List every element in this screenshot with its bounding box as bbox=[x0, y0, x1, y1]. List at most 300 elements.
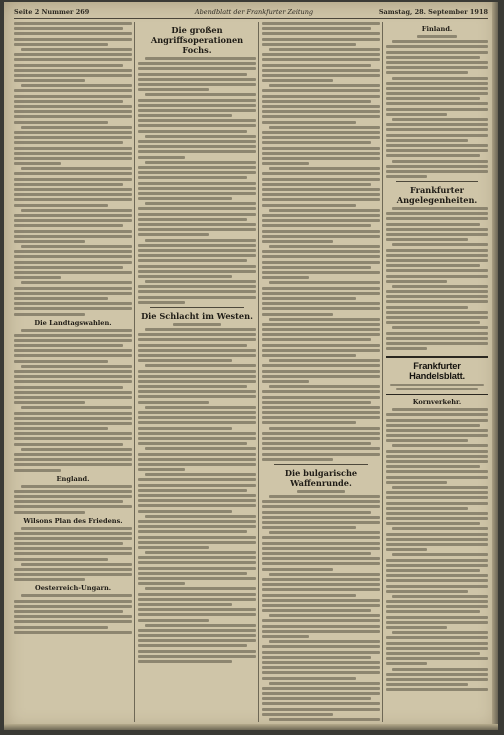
text-line bbox=[392, 326, 488, 329]
text-line bbox=[14, 437, 132, 440]
text-line bbox=[138, 499, 256, 502]
text-line bbox=[21, 563, 132, 566]
text-line bbox=[21, 281, 132, 284]
text-line bbox=[14, 235, 132, 238]
text-line bbox=[262, 578, 380, 581]
text-line bbox=[386, 502, 488, 505]
text-line bbox=[14, 422, 132, 425]
text-line bbox=[262, 333, 380, 336]
text-line bbox=[386, 491, 488, 494]
text-line bbox=[392, 243, 488, 246]
text-line bbox=[262, 453, 380, 456]
text-line bbox=[14, 157, 132, 160]
text-line bbox=[262, 401, 371, 404]
text-line bbox=[262, 458, 333, 461]
text-line bbox=[145, 551, 256, 554]
text-line bbox=[14, 339, 132, 342]
text-line bbox=[14, 110, 132, 113]
text-line bbox=[14, 396, 132, 399]
text-line bbox=[14, 578, 85, 581]
text-line bbox=[138, 411, 256, 414]
text-line bbox=[262, 141, 371, 144]
text-line bbox=[386, 647, 488, 650]
text-line bbox=[14, 22, 132, 25]
text-line bbox=[262, 287, 380, 290]
text-line bbox=[262, 542, 380, 545]
text-line bbox=[269, 245, 380, 248]
text-line bbox=[262, 354, 356, 357]
text-line bbox=[138, 99, 256, 102]
text-line bbox=[14, 204, 108, 207]
text-line bbox=[262, 656, 371, 659]
text-line bbox=[386, 533, 488, 536]
text-line bbox=[392, 631, 488, 634]
text-line bbox=[14, 360, 108, 363]
text-line bbox=[262, 188, 380, 191]
text-line bbox=[297, 490, 344, 493]
text-line bbox=[269, 281, 380, 284]
text-line bbox=[14, 500, 123, 503]
text-line bbox=[262, 390, 380, 393]
text-line bbox=[262, 375, 380, 378]
text-line bbox=[138, 249, 256, 252]
text-line bbox=[386, 233, 488, 236]
text-line bbox=[138, 333, 256, 336]
text-line bbox=[138, 344, 247, 347]
text-line bbox=[138, 124, 256, 127]
text-line bbox=[386, 61, 488, 64]
text-line bbox=[138, 385, 247, 388]
text-line bbox=[138, 145, 256, 148]
text-line bbox=[386, 154, 480, 157]
column-1 bbox=[14, 22, 132, 722]
text-line bbox=[145, 473, 256, 476]
text-line bbox=[262, 219, 380, 222]
text-line bbox=[262, 22, 380, 25]
text-line bbox=[262, 338, 371, 341]
headline-schlacht-westen: Die Schlacht im Westen. bbox=[141, 310, 253, 321]
headline-bulgarische: Die bulgarische Waffenrunde. bbox=[284, 467, 358, 488]
text-line bbox=[386, 332, 488, 335]
text-line bbox=[386, 123, 488, 126]
text-line bbox=[138, 375, 256, 378]
text-line bbox=[262, 32, 380, 35]
text-line bbox=[14, 463, 132, 466]
text-line bbox=[386, 621, 488, 624]
text-line bbox=[14, 615, 132, 618]
text-line bbox=[386, 223, 480, 226]
text-line bbox=[386, 683, 468, 686]
text-line bbox=[138, 88, 209, 91]
text-line bbox=[14, 79, 85, 82]
text-line bbox=[262, 64, 371, 67]
text-line bbox=[138, 468, 185, 471]
text-line bbox=[386, 87, 488, 90]
text-line bbox=[138, 67, 256, 70]
text-line bbox=[145, 280, 256, 283]
text-line bbox=[269, 682, 380, 685]
text-line bbox=[21, 48, 132, 51]
text-line bbox=[262, 604, 380, 607]
text-line bbox=[386, 652, 480, 655]
text-line bbox=[386, 496, 488, 499]
text-line bbox=[262, 328, 380, 331]
text-line bbox=[14, 631, 132, 634]
text-line bbox=[14, 605, 132, 608]
text-line bbox=[386, 662, 427, 665]
text-line bbox=[386, 429, 488, 432]
text-line bbox=[262, 370, 380, 373]
headline-foch: Die großen Angriffsoperationen Fochs. bbox=[150, 25, 244, 55]
text-line bbox=[138, 192, 256, 195]
text-line bbox=[262, 406, 380, 409]
text-line bbox=[138, 619, 209, 622]
text-line bbox=[386, 249, 488, 252]
text-line bbox=[14, 458, 132, 461]
text-line bbox=[138, 395, 256, 398]
text-line bbox=[262, 568, 333, 571]
text-line bbox=[262, 421, 356, 424]
text-line bbox=[262, 297, 356, 300]
text-line bbox=[14, 417, 132, 420]
text-line bbox=[138, 478, 256, 481]
text-line bbox=[386, 657, 488, 660]
text-line bbox=[145, 364, 256, 367]
text-line bbox=[386, 419, 488, 422]
column-3 bbox=[262, 22, 380, 722]
text-line bbox=[138, 150, 256, 153]
column-rule bbox=[258, 22, 259, 722]
text-line bbox=[14, 354, 132, 357]
text-line bbox=[138, 171, 256, 174]
text-line bbox=[386, 481, 447, 484]
text-line bbox=[14, 490, 132, 493]
text-line bbox=[21, 448, 132, 451]
text-line bbox=[262, 594, 356, 597]
text-line bbox=[386, 517, 488, 520]
text-line bbox=[138, 359, 232, 362]
headline-oesterreich: Oesterreich-Ungarn. bbox=[34, 584, 112, 593]
text-line bbox=[21, 406, 132, 409]
text-line bbox=[14, 412, 132, 415]
text-line bbox=[14, 105, 132, 108]
text-line bbox=[138, 290, 256, 293]
text-line bbox=[138, 598, 256, 601]
text-line bbox=[386, 56, 480, 59]
text-line bbox=[138, 660, 232, 663]
text-line bbox=[138, 582, 185, 585]
text-line bbox=[386, 455, 488, 458]
text-line bbox=[138, 223, 256, 226]
text-line bbox=[262, 547, 380, 550]
text-line bbox=[138, 634, 256, 637]
text-line bbox=[14, 552, 132, 555]
handelsblatt-title: Frankfurter Handelsblatt. bbox=[409, 361, 465, 382]
text-line bbox=[14, 230, 132, 233]
text-line bbox=[138, 62, 256, 65]
text-line bbox=[386, 275, 488, 278]
text-line bbox=[138, 270, 256, 273]
text-line bbox=[386, 92, 488, 95]
text-line bbox=[262, 599, 380, 602]
headline-finland: Finland. bbox=[421, 25, 453, 33]
text-line bbox=[138, 572, 247, 575]
text-line bbox=[138, 156, 185, 159]
text-line bbox=[14, 178, 132, 181]
text-line bbox=[262, 224, 371, 227]
text-line bbox=[262, 95, 380, 98]
text-line bbox=[386, 139, 468, 142]
text-line bbox=[386, 212, 488, 215]
text-line bbox=[138, 463, 256, 466]
text-line bbox=[14, 292, 132, 295]
text-line bbox=[138, 494, 256, 497]
text-line bbox=[138, 644, 247, 647]
text-line bbox=[14, 370, 132, 373]
text-line bbox=[386, 254, 488, 257]
text-line bbox=[262, 697, 371, 700]
text-line bbox=[21, 485, 132, 488]
text-line bbox=[14, 401, 85, 404]
text-line bbox=[14, 261, 132, 264]
text-line bbox=[14, 297, 108, 300]
text-line bbox=[14, 302, 132, 305]
text-line bbox=[386, 413, 488, 416]
text-line bbox=[262, 645, 380, 648]
text-line bbox=[262, 713, 333, 716]
text-line bbox=[14, 43, 108, 46]
text-line bbox=[138, 593, 256, 596]
text-line bbox=[14, 69, 132, 72]
text-line bbox=[138, 484, 256, 487]
text-line bbox=[262, 110, 380, 113]
text-line bbox=[262, 661, 380, 664]
text-line bbox=[386, 134, 488, 137]
text-line bbox=[262, 240, 333, 243]
text-line bbox=[396, 388, 478, 390]
text-line bbox=[138, 561, 256, 564]
text-line bbox=[14, 307, 132, 310]
text-line bbox=[138, 233, 209, 236]
text-line bbox=[269, 495, 380, 498]
text-line bbox=[386, 574, 488, 577]
text-line bbox=[14, 511, 85, 514]
text-line bbox=[14, 141, 123, 144]
text-line bbox=[14, 391, 132, 394]
headline-england: England. bbox=[56, 474, 90, 483]
text-line bbox=[14, 219, 132, 222]
text-line bbox=[262, 255, 380, 258]
newspaper-page bbox=[4, 2, 498, 730]
text-line bbox=[145, 515, 256, 518]
text-line bbox=[386, 144, 488, 147]
headline-frankfurter-angelegenheiten: Frankfurter Angelegenheiten. bbox=[396, 185, 478, 206]
text-line bbox=[262, 666, 380, 669]
text-line bbox=[392, 160, 488, 163]
headline-wilson: Wilsons Plan des Friedens. bbox=[23, 516, 123, 525]
text-line bbox=[386, 149, 488, 152]
text-line bbox=[386, 450, 488, 453]
text-line bbox=[14, 136, 132, 139]
page-number: Seite 2 Nummer 269 bbox=[14, 8, 90, 16]
text-line bbox=[386, 337, 488, 340]
masthead bbox=[14, 8, 488, 19]
text-line bbox=[386, 108, 488, 111]
text-line bbox=[386, 465, 480, 468]
text-line bbox=[262, 204, 356, 207]
text-line bbox=[138, 639, 256, 642]
text-line bbox=[138, 109, 256, 112]
text-line bbox=[386, 306, 468, 309]
text-line bbox=[14, 610, 123, 613]
text-line bbox=[386, 102, 488, 105]
text-line bbox=[138, 254, 256, 257]
text-line bbox=[386, 175, 427, 178]
text-line bbox=[14, 53, 132, 56]
text-line bbox=[138, 629, 256, 632]
text-line bbox=[386, 434, 488, 437]
text-line bbox=[138, 370, 256, 373]
text-line bbox=[262, 292, 380, 295]
text-line bbox=[386, 688, 488, 691]
text-line bbox=[262, 651, 380, 654]
text-line bbox=[138, 114, 232, 117]
text-line bbox=[14, 198, 132, 201]
text-line bbox=[21, 245, 132, 248]
text-line bbox=[262, 271, 380, 274]
text-line bbox=[386, 522, 480, 525]
text-line bbox=[386, 259, 488, 262]
text-line bbox=[262, 671, 380, 674]
text-line bbox=[21, 365, 132, 368]
text-line bbox=[14, 58, 132, 61]
text-line bbox=[21, 594, 132, 597]
text-line bbox=[262, 442, 371, 445]
text-line bbox=[262, 702, 380, 705]
text-line bbox=[392, 486, 488, 489]
text-line bbox=[21, 527, 132, 530]
text-line bbox=[262, 630, 380, 633]
column-rule bbox=[134, 22, 135, 722]
text-line bbox=[14, 131, 132, 134]
text-line bbox=[386, 347, 427, 350]
text-line bbox=[138, 140, 256, 143]
text-line bbox=[14, 183, 123, 186]
text-line bbox=[14, 276, 61, 279]
text-line bbox=[138, 608, 256, 611]
text-line bbox=[392, 118, 488, 121]
text-line bbox=[262, 74, 380, 77]
text-line bbox=[138, 432, 256, 435]
text-line bbox=[386, 610, 480, 613]
text-line bbox=[392, 553, 488, 556]
text-line bbox=[14, 147, 132, 150]
text-line bbox=[138, 489, 247, 492]
text-line bbox=[21, 167, 132, 170]
text-line bbox=[262, 193, 380, 196]
text-line bbox=[14, 74, 132, 77]
text-line bbox=[138, 416, 256, 419]
text-line bbox=[386, 342, 488, 345]
text-line bbox=[14, 287, 132, 290]
text-line bbox=[262, 416, 380, 419]
text-line bbox=[262, 266, 371, 269]
text-line bbox=[14, 121, 108, 124]
text-line bbox=[138, 119, 256, 122]
text-line bbox=[392, 527, 488, 530]
text-line bbox=[386, 626, 447, 629]
text-line bbox=[262, 687, 380, 690]
text-line bbox=[386, 564, 488, 567]
text-line bbox=[269, 209, 380, 212]
text-line bbox=[138, 197, 232, 200]
text-line bbox=[138, 427, 232, 430]
text-line bbox=[262, 43, 356, 46]
text-line bbox=[138, 401, 209, 404]
text-line bbox=[138, 525, 256, 528]
text-line bbox=[138, 182, 256, 185]
text-line bbox=[145, 161, 256, 164]
text-line bbox=[262, 250, 380, 253]
text-line bbox=[262, 261, 380, 264]
text-line bbox=[262, 115, 380, 118]
text-line bbox=[14, 271, 132, 274]
text-line bbox=[14, 162, 61, 165]
text-line bbox=[173, 323, 220, 326]
text-line bbox=[262, 505, 380, 508]
text-line bbox=[262, 100, 371, 103]
text-line bbox=[386, 316, 488, 319]
text-line bbox=[262, 364, 380, 367]
text-line bbox=[386, 71, 468, 74]
column-rule bbox=[382, 22, 383, 722]
text-line bbox=[262, 58, 380, 61]
text-line bbox=[262, 609, 371, 612]
text-line bbox=[138, 166, 256, 169]
text-line bbox=[138, 536, 256, 539]
text-line bbox=[386, 217, 488, 220]
text-line bbox=[14, 568, 132, 571]
text-line bbox=[138, 104, 256, 107]
text-line bbox=[386, 559, 488, 562]
page-edge-right bbox=[492, 2, 498, 730]
text-line bbox=[138, 510, 232, 513]
text-line bbox=[269, 126, 380, 129]
text-line bbox=[262, 521, 380, 524]
text-line bbox=[138, 228, 256, 231]
text-line bbox=[392, 444, 488, 447]
text-line bbox=[262, 183, 371, 186]
text-line bbox=[14, 64, 123, 67]
text-line bbox=[392, 595, 488, 598]
text-line bbox=[262, 411, 380, 414]
text-line bbox=[14, 375, 132, 378]
text-line bbox=[262, 230, 380, 233]
text-line bbox=[386, 424, 480, 427]
text-line bbox=[138, 301, 185, 304]
text-line bbox=[138, 296, 256, 299]
text-line bbox=[14, 537, 132, 540]
text-line bbox=[386, 605, 488, 608]
text-line bbox=[262, 276, 309, 279]
text-line bbox=[386, 543, 488, 546]
text-line bbox=[386, 165, 488, 168]
text-line bbox=[386, 82, 488, 85]
text-line bbox=[138, 285, 256, 288]
text-line bbox=[386, 264, 480, 267]
text-line bbox=[269, 718, 380, 721]
text-line bbox=[138, 567, 256, 570]
